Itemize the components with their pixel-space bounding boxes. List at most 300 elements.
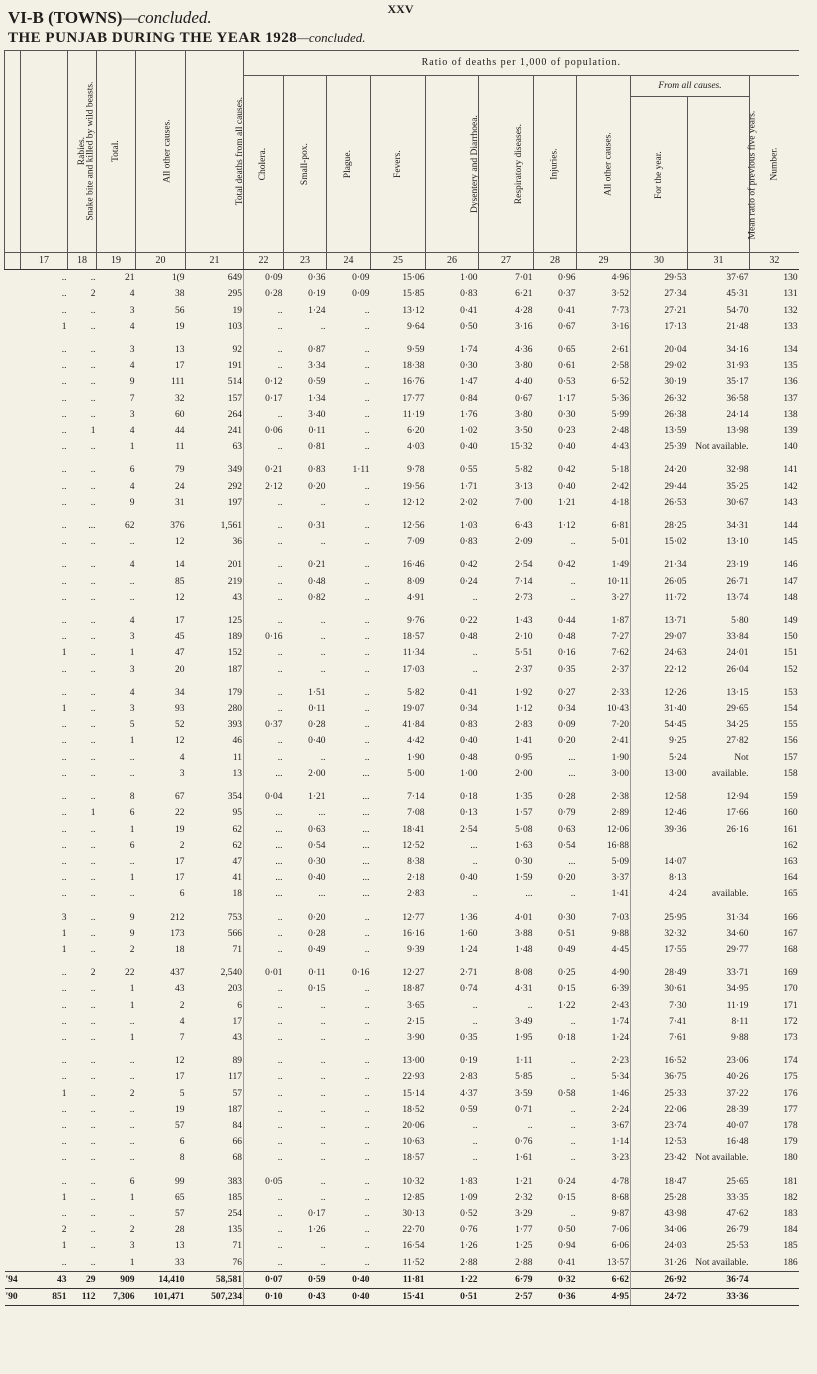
table-cell: 180 [783, 1153, 798, 1164]
table-cell: .. [244, 590, 284, 606]
table-cell: .. [364, 361, 370, 372]
table-cell: Not available. [695, 1153, 749, 1164]
table-cell: 89 [232, 1056, 242, 1067]
table-cell: 0·20 [558, 736, 576, 747]
table-cell: .. [61, 393, 67, 404]
table-cell: 2·33 [611, 687, 629, 698]
table-cell [688, 870, 750, 886]
table-cell: 0·09 [352, 273, 370, 284]
totals-row [5, 1288, 799, 1305]
table-cell: 0·49 [558, 944, 576, 955]
table-cell: 21·34 [631, 550, 688, 573]
table-cell: 34·60 [726, 928, 749, 939]
table-cell: 27·82 [726, 736, 749, 747]
table-cell: 92 [232, 345, 242, 356]
table-cell: '94 [5, 1271, 21, 1288]
table-cell: 4·01 [515, 912, 533, 923]
table-cell: 0·96 [558, 273, 576, 284]
table-cell: 0·59 [460, 1104, 478, 1115]
table-cell: 0·83 [460, 537, 478, 548]
table-cell: 12·77 [402, 912, 425, 923]
table-cell: .. [61, 481, 67, 492]
table-cell: .. [90, 1088, 96, 1099]
table-cell: Not [734, 752, 749, 763]
table-cell: 0·63 [308, 824, 326, 835]
table-cell: 7·73 [611, 305, 629, 316]
table-cell: 1·21 [515, 1176, 533, 1187]
table-cell: ... [244, 805, 284, 821]
table-cell [631, 838, 688, 854]
table-row [5, 1102, 799, 1118]
table-cell: 130 [783, 273, 798, 284]
table-cell: 0·95 [515, 752, 533, 763]
table-cell: 11·72 [631, 590, 688, 606]
table-cell: 0·25 [558, 968, 576, 979]
header-cell: Fevers. [371, 76, 426, 253]
table-cell: 0·51 [426, 1288, 479, 1305]
table-cell: 33 [175, 1257, 185, 1268]
table-cell: 3 [129, 305, 135, 316]
table-cell: 43 [21, 1271, 68, 1288]
table-cell: 0·24 [558, 1176, 576, 1187]
table-cell: 2·43 [611, 1000, 629, 1011]
table-row [5, 870, 799, 886]
table-cell: 16·48 [726, 1137, 749, 1148]
table-cell: 133 [783, 321, 798, 332]
table-subtitle [8, 30, 366, 47]
table-cell: 1·11 [352, 465, 370, 476]
table-cell: 13·00 [402, 1056, 425, 1067]
table-cell: .. [364, 1032, 370, 1043]
table-cell: .. [527, 1000, 533, 1011]
table-cell: 2 [129, 1225, 135, 1236]
table-cell: .. [364, 442, 370, 453]
table-cell: .. [129, 1072, 135, 1083]
table-cell: .. [90, 361, 96, 372]
table-cell: 0·19 [308, 289, 326, 300]
table-cell: 173 [170, 928, 185, 939]
table-cell: 2·38 [611, 792, 629, 803]
table-cell: .. [244, 1190, 284, 1206]
table-cell: ... [318, 889, 326, 900]
table-cell: 1 [129, 442, 135, 453]
table-cell: 178 [783, 1120, 798, 1131]
table-cell: .. [364, 305, 370, 316]
table-cell: ... [362, 856, 370, 867]
table-cell: 0·09 [244, 270, 284, 287]
table-cell: 19·56 [402, 481, 425, 492]
table-cell: 354 [227, 792, 242, 803]
table-cell: .. [90, 377, 96, 388]
table-cell: 212 [170, 912, 185, 923]
table-cell: .. [244, 1102, 284, 1118]
table-cell: 0·36 [534, 1288, 577, 1305]
table-cell: 1·22 [558, 1000, 576, 1011]
table-cell: 23·19 [726, 560, 749, 571]
table-cell: .. [90, 687, 96, 698]
table-row [5, 1222, 799, 1238]
table-cell: 17·13 [631, 319, 688, 335]
table-cell: 29·65 [726, 704, 749, 715]
table-cell: 0·40 [327, 1271, 371, 1288]
table-cell: .. [90, 1032, 96, 1043]
table-cell: .. [61, 664, 67, 675]
table-cell: 0·15 [558, 984, 576, 995]
table-cell: 173 [783, 1032, 798, 1043]
table-cell: 19 [175, 824, 185, 835]
table-cell: 437 [170, 968, 185, 979]
table-cell: .. [61, 736, 67, 747]
table-title-suffix: —concluded. [122, 8, 212, 27]
table-cell: 9·87 [611, 1208, 629, 1219]
table-cell: 34·06 [631, 1222, 688, 1238]
table-cell: ... [318, 808, 326, 819]
table-cell: 33·84 [726, 632, 749, 643]
table-cell: .. [90, 856, 96, 867]
table-row [5, 903, 799, 926]
table-cell: 1·46 [611, 1088, 629, 1099]
table-cell: .. [364, 576, 370, 587]
table-cell: 2·24 [611, 1104, 629, 1115]
table-row [5, 701, 799, 717]
table-cell: .. [320, 1072, 326, 1083]
table-cell: 23·74 [631, 1118, 688, 1134]
table-cell: 2·37 [515, 664, 533, 675]
table-cell: .. [570, 889, 576, 900]
table-cell: .. [90, 1104, 96, 1115]
table-cell [5, 511, 21, 534]
table-cell: .. [244, 903, 284, 926]
table-cell: .. [61, 808, 67, 819]
table-cell: .. [61, 1176, 67, 1187]
table-cell: .. [61, 632, 67, 643]
table-cell: 20·04 [631, 335, 688, 358]
table-cell: .. [364, 560, 370, 571]
table-row [5, 1069, 799, 1085]
table-cell: 187 [227, 1104, 242, 1115]
table-cell: 1·00 [460, 768, 478, 779]
table-cell: 1·90 [407, 752, 425, 763]
table-cell: 136 [783, 377, 798, 388]
table-cell [5, 822, 21, 838]
table-cell: 15·02 [631, 534, 688, 550]
table-cell: 3·16 [515, 321, 533, 332]
table-cell: ... [244, 886, 284, 902]
table-cell: 99 [175, 1176, 185, 1187]
table-cell: .. [364, 537, 370, 548]
table-cell: 6 [129, 808, 135, 819]
table-cell: 6 [179, 889, 185, 900]
table-cell: 7 [179, 1032, 185, 1043]
table-cell: 19·07 [402, 704, 425, 715]
table-cell: 5·18 [611, 465, 629, 476]
table-cell: 7·08 [407, 808, 425, 819]
table-cell: .. [244, 998, 284, 1014]
table-cell: 0·40 [460, 873, 478, 884]
table-cell: 24·14 [726, 409, 749, 420]
table-cell: 6 [129, 840, 135, 851]
table-cell: .. [90, 720, 96, 731]
table-cell: .. [320, 1032, 326, 1043]
table-cell: 2·15 [407, 1016, 425, 1027]
table-cell: 185 [227, 1192, 242, 1203]
table-cell: 5·99 [611, 409, 629, 420]
table-cell [5, 1167, 21, 1190]
table-cell: 566 [227, 928, 242, 939]
table-cell: 40·26 [726, 1072, 749, 1083]
table-cell: .. [90, 752, 96, 763]
table-cell: .. [90, 1241, 96, 1252]
table-cell: 2·83 [407, 889, 425, 900]
table-cell: 191 [227, 361, 242, 372]
table-subtitle-suffix: —concluded. [297, 30, 366, 45]
table-cell: 0·05 [244, 1167, 284, 1190]
table-cell: 1·63 [515, 840, 533, 851]
table-cell: 12 [175, 1056, 185, 1067]
table-cell: .. [61, 426, 67, 437]
table-row [5, 455, 799, 478]
table-cell: 2·12 [244, 479, 284, 495]
table-cell: .. [244, 1030, 284, 1046]
table-cell: 3·40 [308, 409, 326, 420]
table-cell: 32·32 [631, 926, 688, 942]
table-cell: 185 [783, 1241, 798, 1252]
table-cell: 3 [129, 664, 135, 675]
table-cell: 12·58 [631, 782, 688, 805]
table-cell: .. [90, 840, 96, 851]
table-cell: 4 [129, 361, 135, 372]
table-cell: 0·83 [460, 720, 478, 731]
table-cell: 17 [175, 873, 185, 884]
table-cell: 31·40 [631, 701, 688, 717]
table-cell: 13 [175, 1241, 185, 1252]
mortality-table [4, 50, 799, 1306]
table-cell: 3·27 [611, 592, 629, 603]
table-cell: 3·00 [611, 768, 629, 779]
table-cell: ... [470, 840, 478, 851]
table-cell: 11·34 [402, 648, 425, 659]
table-cell: .. [129, 1208, 135, 1219]
table-cell: ... [244, 766, 284, 782]
table-cell: 8 [129, 792, 135, 803]
table-cell: .. [129, 856, 135, 867]
table-cell: 2 [129, 944, 135, 955]
table-cell: 26·04 [726, 664, 749, 675]
table-cell: 0·40 [308, 736, 326, 747]
table-row [5, 766, 799, 782]
table-cell: .. [129, 576, 135, 587]
column-number: 28 [534, 253, 577, 270]
table-cell [5, 1134, 21, 1150]
table-cell [5, 335, 21, 358]
table-cell: 3·37 [611, 873, 629, 884]
table-cell: 76 [232, 1257, 242, 1268]
table-cell: 18·38 [402, 361, 425, 372]
table-cell: 13·57 [606, 1257, 629, 1268]
table-cell: .. [320, 1088, 326, 1099]
table-cell: 179 [783, 1137, 798, 1148]
table-cell: .. [90, 664, 96, 675]
table-cell: 0·37 [558, 289, 576, 300]
table-cell: 27·21 [631, 303, 688, 319]
table-cell: .. [244, 1222, 284, 1238]
table-cell: 7·00 [515, 497, 533, 508]
table-cell: .. [90, 1072, 96, 1083]
table-cell: 12·56 [402, 521, 425, 532]
table-cell: .. [61, 1120, 67, 1131]
table-cell: 18 [232, 889, 242, 900]
table-cell: 27·34 [631, 286, 688, 302]
table-cell: .. [90, 928, 96, 939]
table-cell: 5·82 [407, 687, 425, 698]
table-cell: .. [244, 1014, 284, 1030]
header-cell: Snake bite and killed by wild beasts. [21, 51, 68, 253]
table-cell: 15·41 [371, 1288, 426, 1305]
table-cell: .. [90, 576, 96, 587]
table-cell: 93 [175, 704, 185, 715]
column-number: 17 [21, 253, 68, 270]
table-cell: .. [320, 752, 326, 763]
table-cell: 10·43 [606, 704, 629, 715]
table-cell: .. [90, 393, 96, 404]
table-cell: 103 [227, 321, 242, 332]
table-cell: 1·26 [460, 1241, 478, 1252]
table-cell: .. [61, 305, 67, 316]
table-cell: .. [61, 1072, 67, 1083]
table-cell: 45 [175, 632, 185, 643]
table-cell: 11 [232, 752, 242, 763]
table-cell: .. [364, 1088, 370, 1099]
table-cell: 12·85 [402, 1192, 425, 1203]
table-cell: .. [364, 648, 370, 659]
table-cell: ... [568, 768, 576, 779]
table-row [5, 407, 799, 423]
table-cell: .. [364, 984, 370, 995]
table-cell: 33·36 [688, 1288, 750, 1305]
table-cell: 2·54 [460, 824, 478, 835]
table-row [5, 1150, 799, 1166]
table-cell [5, 750, 21, 766]
table-cell: .. [472, 856, 478, 867]
table-cell: 11 [175, 442, 185, 453]
table-cell: .. [90, 1257, 96, 1268]
table-cell: 30·19 [631, 374, 688, 390]
table-cell: 26·38 [631, 407, 688, 423]
table-cell: 169 [783, 968, 798, 979]
table-cell: 95 [232, 808, 242, 819]
table-cell: .. [61, 856, 67, 867]
table-cell: 0·41 [558, 305, 576, 316]
table-cell: 393 [227, 720, 242, 731]
table-cell: 158 [783, 768, 798, 779]
table-cell: .. [570, 1153, 576, 1164]
table-cell: 32 [175, 393, 185, 404]
table-cell: .. [320, 321, 326, 332]
table-cell: 1·00 [460, 273, 478, 284]
table-cell: 24·72 [631, 1288, 688, 1305]
table-cell: 157 [783, 752, 798, 763]
table-row [5, 1086, 799, 1102]
table-cell: .. [90, 465, 96, 476]
table-cell [688, 838, 750, 854]
table-cell [5, 391, 21, 407]
table-cell: 43 [232, 1032, 242, 1043]
table-cell: Not available. [695, 1257, 749, 1268]
table-cell: 1·22 [426, 1271, 479, 1288]
table-cell: 0·41 [558, 1257, 576, 1268]
table-cell: .. [320, 1137, 326, 1148]
table-cell: 514 [227, 377, 242, 388]
table-cell: .. [364, 1104, 370, 1115]
table-cell: 26·16 [726, 824, 749, 835]
table-cell: .. [90, 889, 96, 900]
table-cell: 154 [783, 704, 798, 715]
table-cell: .. [129, 1137, 135, 1148]
table-title [8, 8, 212, 28]
table-cell: .. [129, 1153, 135, 1164]
table-row [5, 629, 799, 645]
table-cell: 40·07 [726, 1120, 749, 1131]
table-row [5, 1118, 799, 1134]
table-cell: 3·16 [611, 321, 629, 332]
table-cell: .. [364, 752, 370, 763]
table-cell: .. [90, 1000, 96, 1011]
table-cell: 0·09 [352, 289, 370, 300]
table-cell: 18·41 [402, 824, 425, 835]
table-cell: 13·15 [726, 687, 749, 698]
table-cell: 0·15 [308, 984, 326, 995]
table-cell: .. [364, 687, 370, 698]
table-cell: 5·09 [611, 856, 629, 867]
table-cell: 165 [783, 889, 798, 900]
column-number: 22 [244, 253, 284, 270]
table-cell: .. [364, 521, 370, 532]
table-cell [5, 903, 21, 926]
table-cell: 85 [175, 576, 185, 587]
table-row [5, 319, 799, 335]
header-cell: Dysentery and Diarrhoea. [426, 76, 479, 253]
table-cell: 0·42 [460, 560, 478, 571]
table-cell: 3·80 [515, 361, 533, 372]
table-cell: 22·93 [402, 1072, 425, 1083]
table-cell: 2 [179, 1000, 185, 1011]
table-cell: .. [61, 497, 67, 508]
table-cell: 0·67 [558, 321, 576, 332]
table-cell: 35·25 [726, 481, 749, 492]
table-cell: .. [61, 576, 67, 587]
table-cell: 170 [783, 984, 798, 995]
table-cell: 1 [61, 944, 67, 955]
table-cell: 0·40 [558, 481, 576, 492]
table-cell: 1·49 [611, 560, 629, 571]
ratio-heading: Ratio of deaths per 1,000 of population. [244, 51, 799, 76]
table-cell: 1·74 [611, 1016, 629, 1027]
table-cell: .. [570, 576, 576, 587]
table-cell: 5·08 [515, 824, 533, 835]
table-cell: ... [568, 856, 576, 867]
table-cell: 157 [227, 393, 242, 404]
table-cell: 161 [783, 824, 798, 835]
from-all-causes-heading: From all causes. [631, 76, 750, 97]
table-cell: 155 [783, 720, 798, 731]
table-cell: 0·18 [558, 1032, 576, 1043]
table-cell: .. [364, 1192, 370, 1203]
table-cell: 0·44 [558, 616, 576, 627]
table-row [5, 1030, 799, 1046]
table-cell: 0·35 [460, 1032, 478, 1043]
table-cell: 8·68 [611, 1192, 629, 1203]
table-cell: .. [90, 1208, 96, 1219]
